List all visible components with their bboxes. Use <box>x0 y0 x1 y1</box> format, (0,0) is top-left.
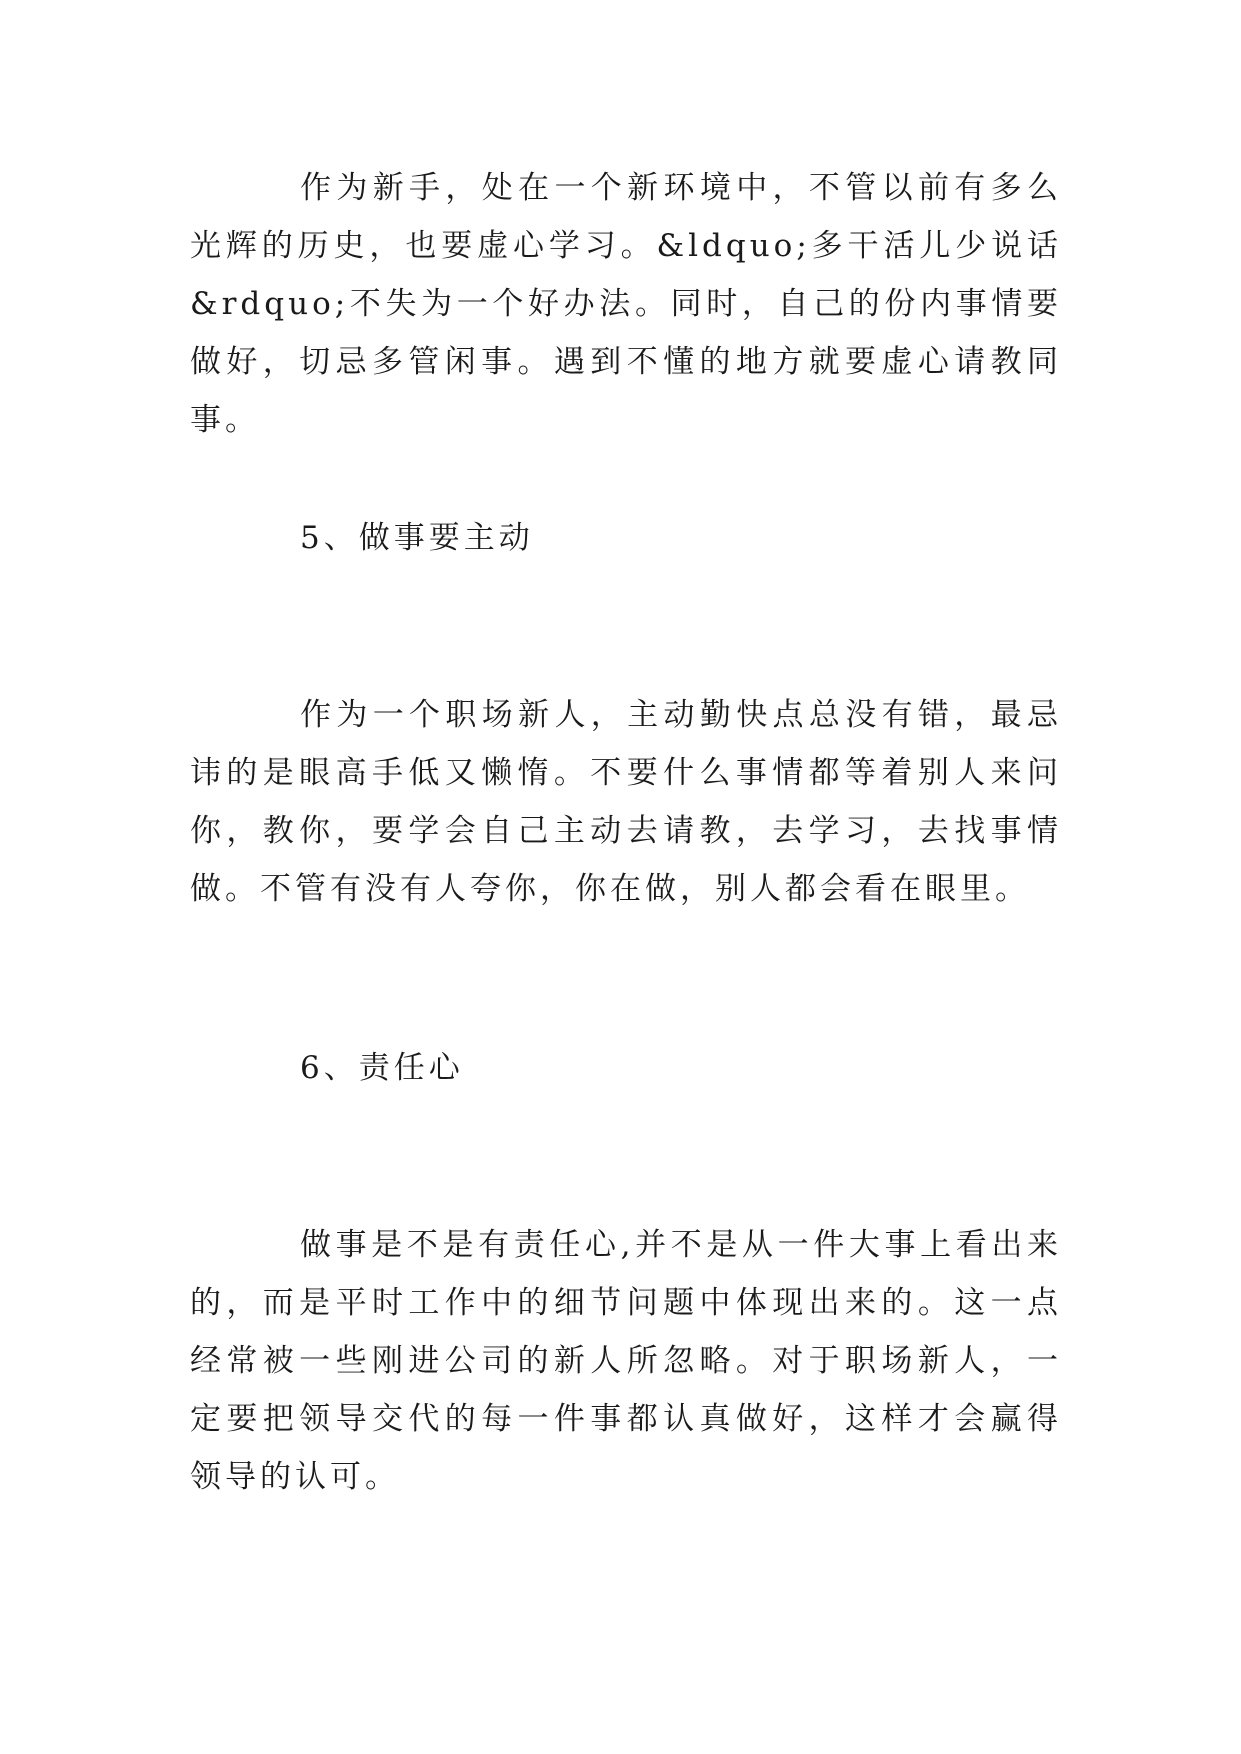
paragraph-be-proactive: 作为一个职场新人，主动勤快点总没有错，最忌讳的是眼高手低又懒惰。不要什么事情都等着别人来问你，教你，要学会自己主动去请教，去学习，去找事情做。不管有没有人夸你，你在做，别人都会看在眼里。 <box>190 697 1062 907</box>
paragraph-humble-learning: 作为新手，处在一个新环境中，不管以前有多么光辉的历史，也要虚心学习。&ldquo;多干活儿少说话&rdquo;不失为一个好办法。同时，自己的份内事情要做好，切忌多管闲事。遇到不懂的地方就要虚心请教同事。 <box>190 170 1062 438</box>
paragraph-responsibility: 做事是不是有责任心,并不是从一件大事上看出来的，而是平时工作中的细节问题中体现出来的。这一点经常被一些刚进公司的新人所忽略。对于职场新人，一定要把领导交代的每一件事都认真做好，这样才会赢得领导的认可。 <box>190 1227 1062 1495</box>
section-heading-responsibility: 6、责任心 <box>300 1050 464 1086</box>
section-heading-be-proactive: 5、做事要主动 <box>300 520 534 556</box>
